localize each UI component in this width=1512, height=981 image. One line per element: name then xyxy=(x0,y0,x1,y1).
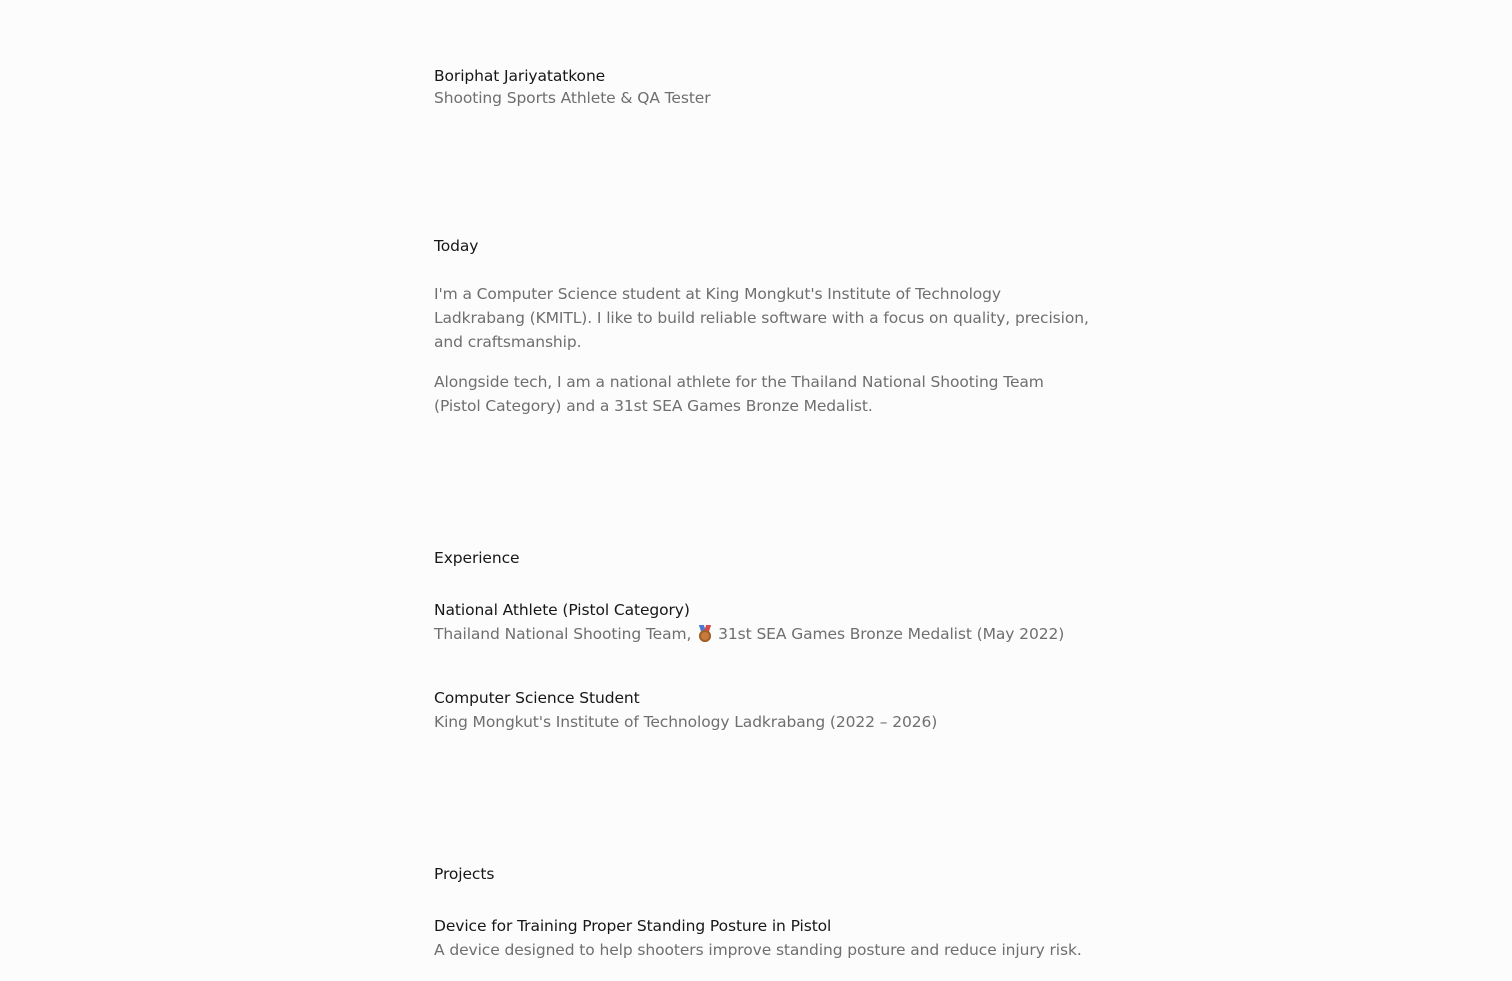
experience-title: Computer Science Student xyxy=(434,689,640,707)
profile-name: Boriphat Jariyatatkone xyxy=(434,67,606,85)
today-paragraph: I'm a Computer Science student at King Mongkut's Institute of Technology Ladkrabang (KMITL). I like to build reliable software with a focus on quality, precision, and craftsmanship. xyxy=(434,285,1089,351)
experience-subtitle xyxy=(434,622,1094,646)
experience-subtitle-award: 31st SEA Games Bronze Medalist (May 2022) xyxy=(718,625,1065,643)
experience-item xyxy=(434,686,1094,734)
today-section xyxy=(434,235,1094,418)
experience-subtitle: King Mongkut's Institute of Technology Ladkrabang (2022 – 2026) xyxy=(434,713,938,731)
section-heading-experience: Experience xyxy=(434,549,520,567)
project-description: A device designed to help shooters improve standing posture and reduce injury risk. xyxy=(434,941,1082,959)
profile-tagline: Shooting Sports Athlete & QA Tester xyxy=(434,89,711,107)
section-heading-projects: Projects xyxy=(434,865,495,883)
bronze-medal-icon xyxy=(698,625,712,641)
profile-header xyxy=(434,65,1094,109)
projects-section xyxy=(434,863,1094,962)
project-title[interactable]: Device for Training Proper Standing Posture in Pistol xyxy=(434,917,832,935)
experience-subtitle-org: Thailand National Shooting Team, xyxy=(434,625,692,643)
experience-title: National Athlete (Pistol Category) xyxy=(434,601,690,619)
today-paragraph: Alongside tech, I am a national athlete for the Thailand National Shooting Team (Pistol Category) and a 31st SEA Games Bronze Medalist. xyxy=(434,373,1044,415)
section-heading-today: Today xyxy=(434,237,479,255)
experience-item xyxy=(434,598,1094,646)
experience-section xyxy=(434,547,1094,734)
project-item[interactable] xyxy=(434,914,1094,962)
